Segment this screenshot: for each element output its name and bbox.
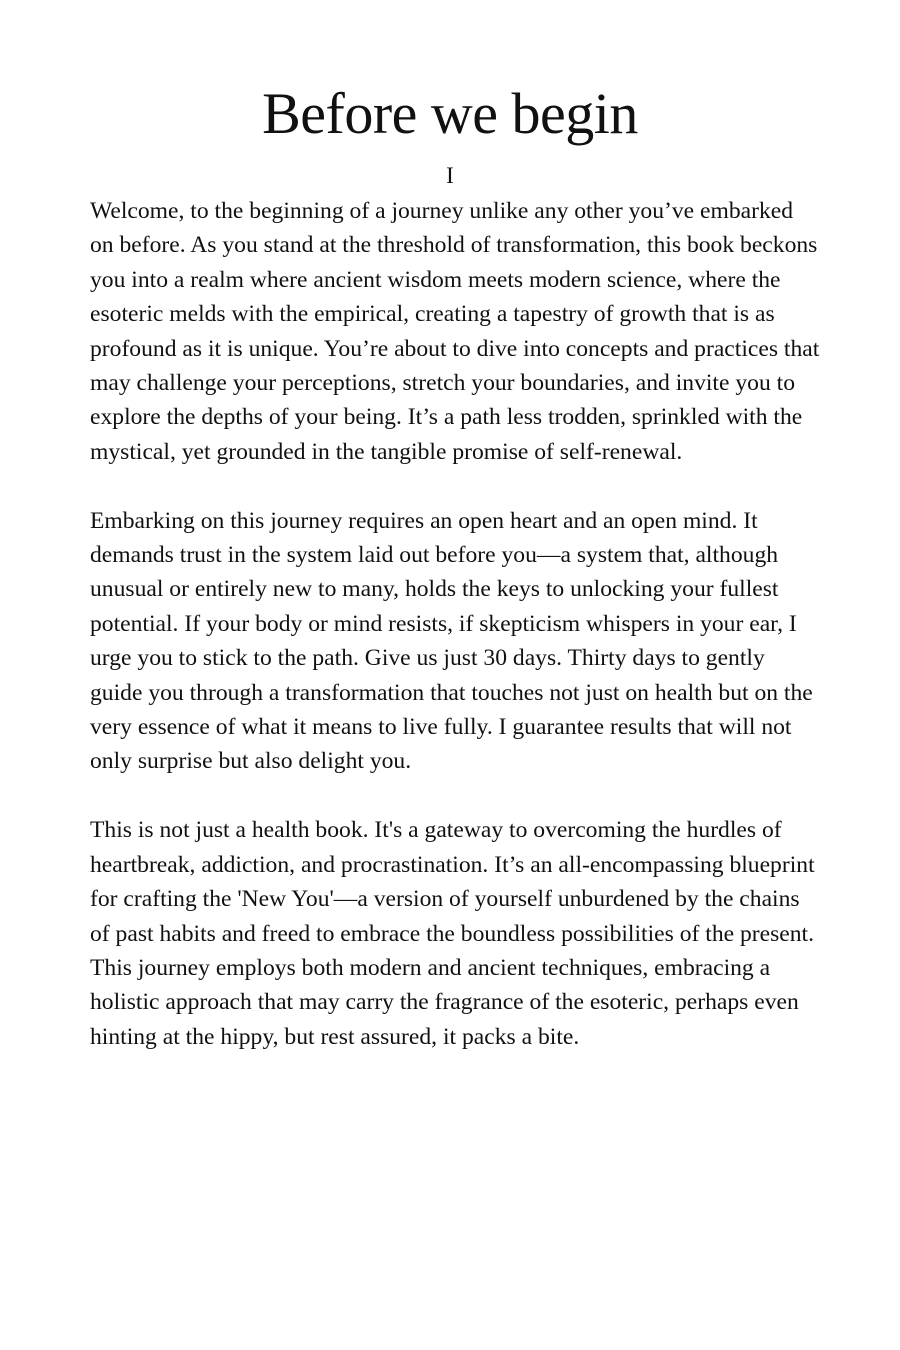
paragraph-2: Embarking on this journey requires an open heart and an open mind. It demands trust in the system laid out before you—a system that, although unusual or entirely new to many, holds the keys to unlocking your fullest potential. If your body or mind resists, if skepticism whispers in your ear, I urge you to stick to the path. Give us just 30 days. Thirty days to gently guide you through a transformation that touches not just on health but on the very essence of what it means to live fully. I guarantee results that will not only surprise but also delight you. [90, 507, 813, 775]
paragraph-1: Welcome, to the beginning of a journey unlike any other you’ve embarked on before. As you stand at the threshold of transformation, this book beckons you into a realm where ancient wisdom meets modern science, where the esoteric melds with the empirical, creating a tapestry of growth that is as profound as it is unique. You’re about to dive into concepts and practices that may challenge your perceptions, stretch your boundaries, and invite you to explore the depths of your being. It’s a path less trodden, sprinkled with the mystical, yet grounded in the tangible promise of self-renewal. [90, 198, 820, 465]
body-text [90, 194, 820, 1089]
page-title: Before we begin [262, 81, 638, 146]
section-numeral: I [446, 163, 454, 188]
paragraph-3: This is not just a health book. It's a gateway to overcoming the hurdles of heartbreak, addiction, and procrastination. It’s an all-encompassing blueprint for crafting the 'New You'—a version of yourself unburdened by the chains of past habits and freed to embrace the boundless possibilities of the present. This journey employs both modern and ancient techniques, embracing a holistic approach that may carry the fragrance of the esoteric, perhaps even hinting at the hippy, but rest assured, it packs a bite. [90, 817, 815, 1050]
